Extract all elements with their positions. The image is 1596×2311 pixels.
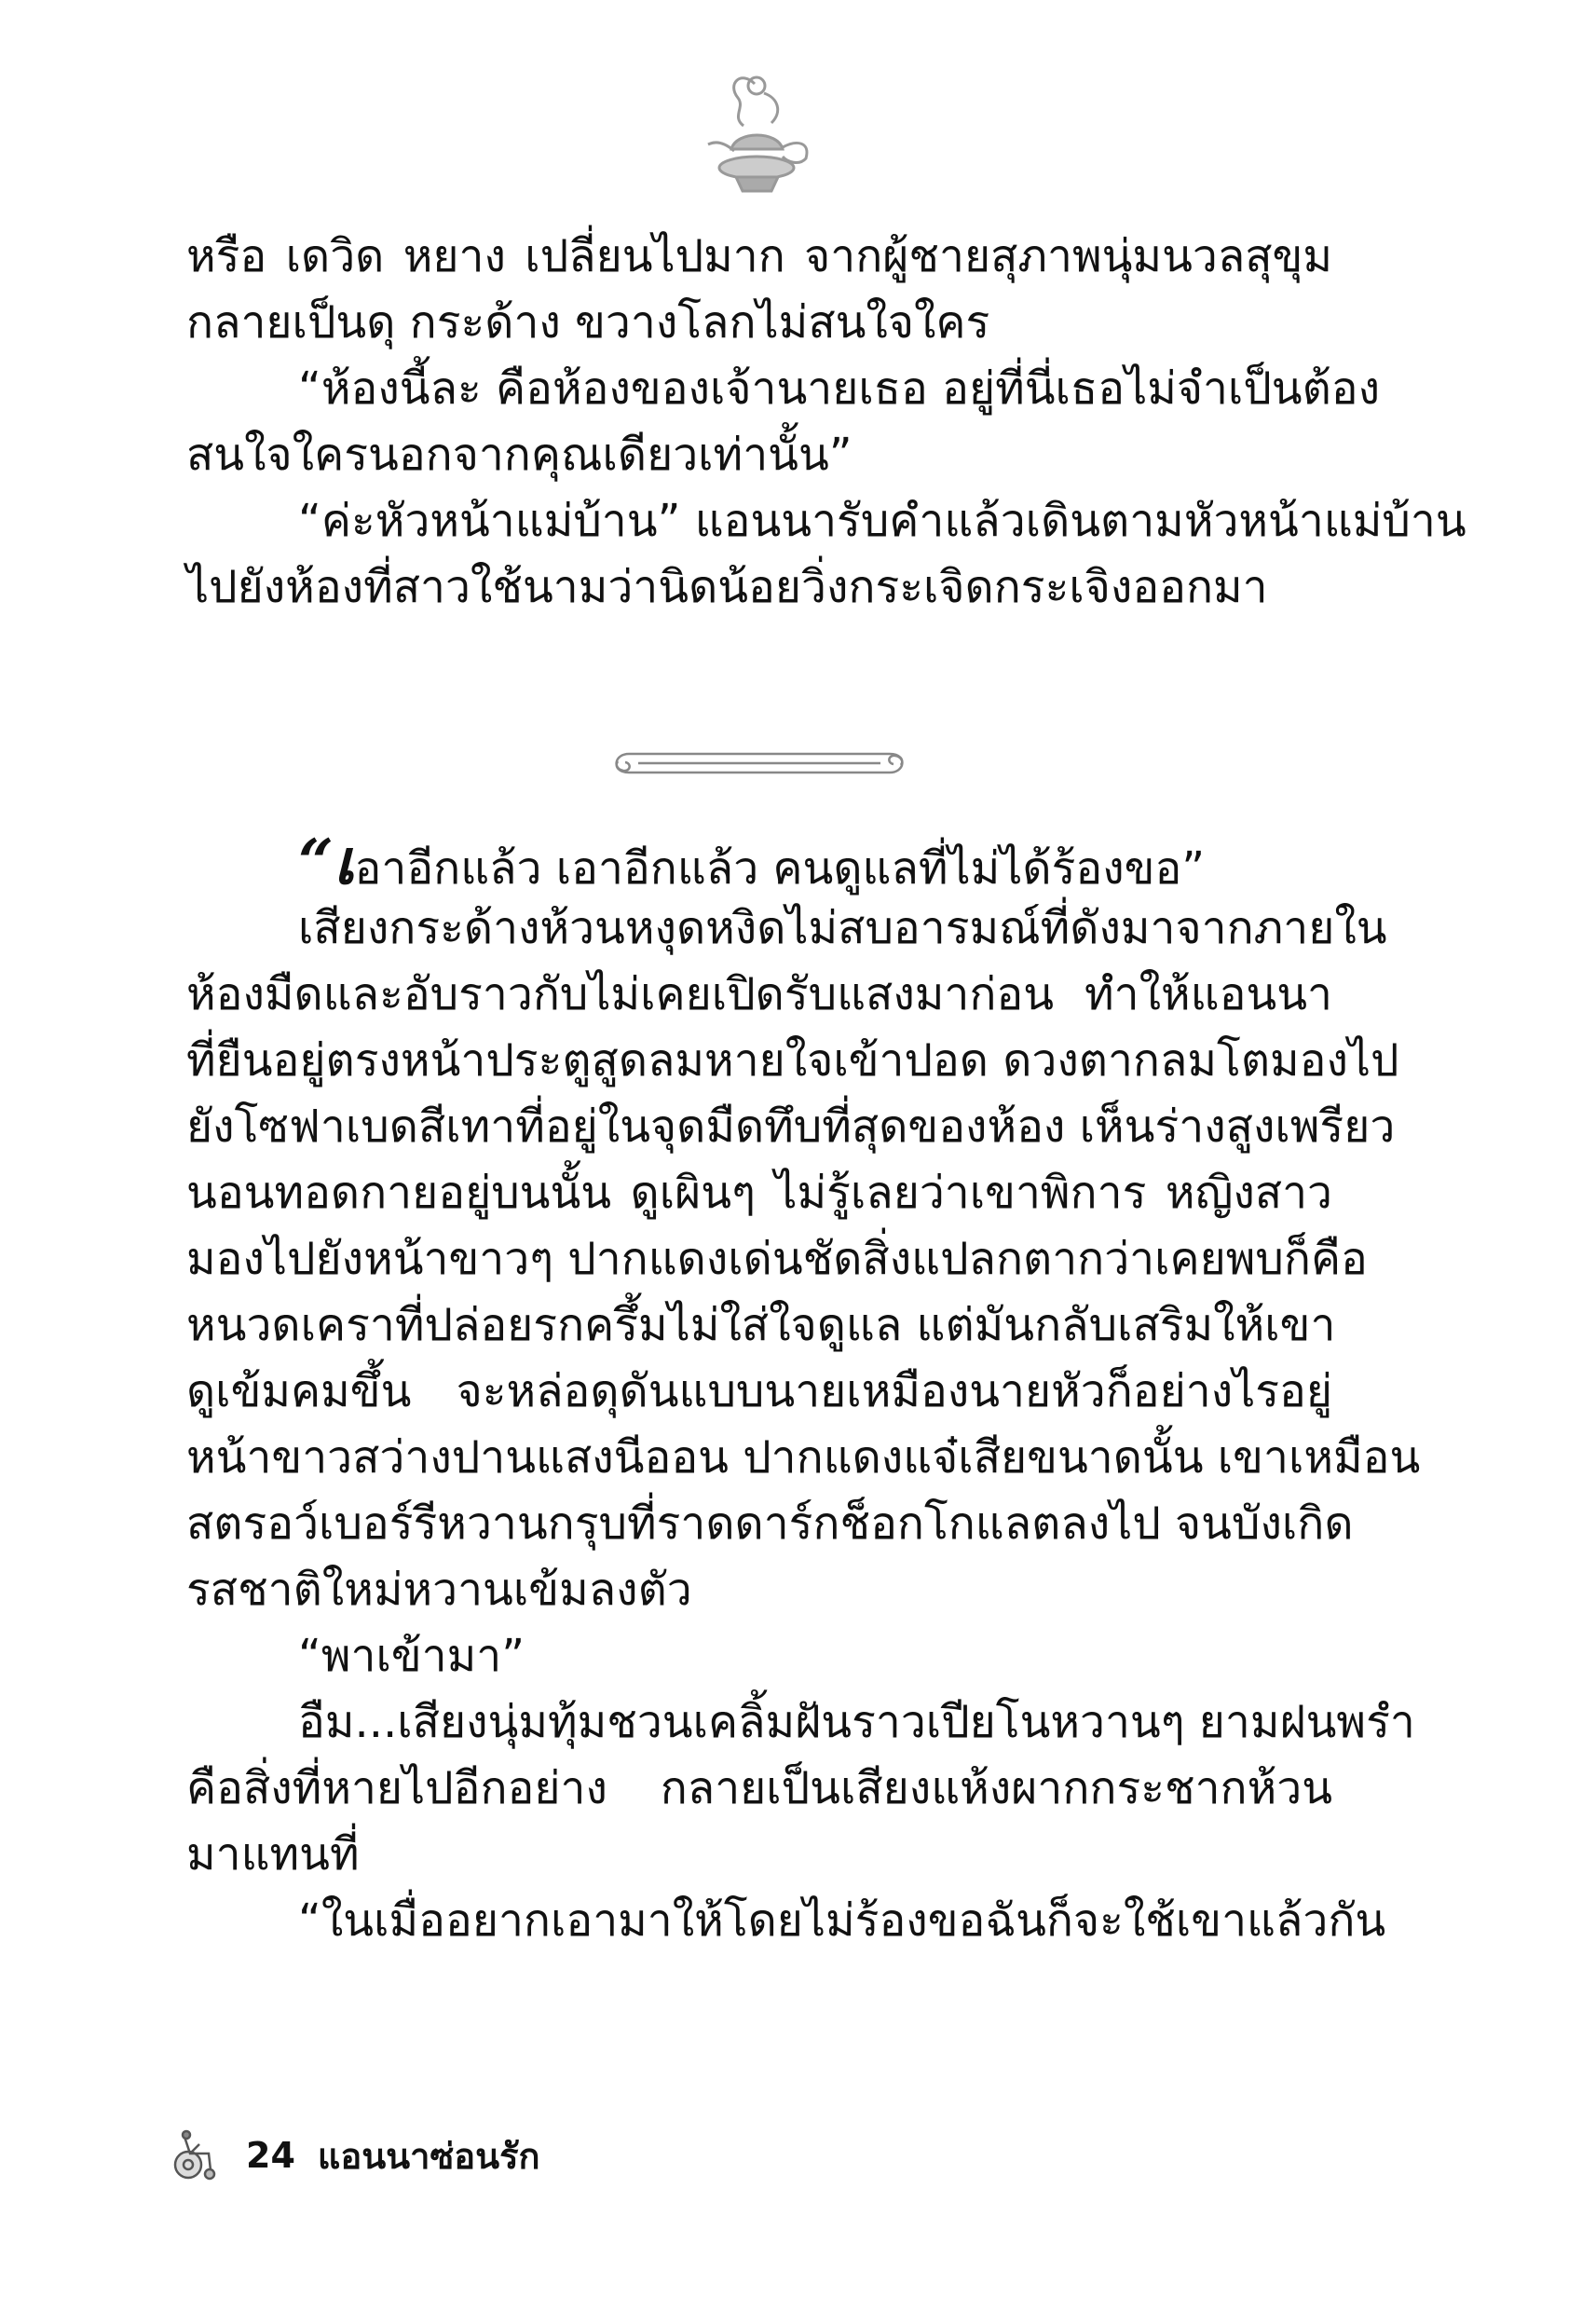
text-line: สตรอว์เบอร์รีหวานกรุบที่ราดดาร์กช็อกโกแลตลงไป จนบังเกิด (186, 1497, 1354, 1550)
scroll-divider-icon (601, 741, 918, 787)
text-line: กลายเป็นดุ กระด้าง ขวางโลกไม่สนใจใคร (186, 296, 990, 349)
text-line: “พาเข้ามา” (298, 1630, 525, 1682)
text-line: เสียงกระด้างห้วนหงุดหงิดไม่สบอารมณ์ที่ดังมาจากภายใน (298, 902, 1387, 954)
page-number: 24 (246, 2135, 295, 2176)
text-line: หนวดเคราที่ปล่อยรกครึ้มไม่ใส่ใจดูแล แต่มันกลับเสริมให้เขา (186, 1299, 1336, 1351)
text-line: หน้าขาวสว่างปานแสงนีออน ปากแดงแจ๋เสียขนาดนั้น เขาเหมือน (186, 1431, 1421, 1484)
genie-lamp-icon (689, 65, 820, 205)
book-title: แอนนาซ่อนรัก (317, 2135, 540, 2177)
top-text-block (186, 224, 1466, 621)
bottom-text-block (186, 826, 1421, 1954)
text-line: อืม...เสียงนุ่มทุ้มชวนเคลิ้มฝันราวเปียโนหวานๆ ยามฝนพรำ (298, 1696, 1415, 1748)
text-line: “ค่ะหัวหน้าแม่บ้าน” แอนนารับคำแล้วเดินตามหัวหน้าแม่บ้าน (298, 495, 1466, 547)
text-line: หรือ เดวิด หยาง เปลี่ยนไปมาก จากผู้ชายสุภาพนุ่มนวลสุขุม (186, 230, 1332, 282)
dropcap-line (186, 826, 1332, 898)
text-line: ห้องมืดและอับราวกับไม่เคยเปิดรับแสงมาก่อน ทำให้แอนนา (186, 968, 1332, 1020)
text-line: นอนทอดกายอยู่บนนั้น ดูเผินๆ ไม่รู้เลยว่าเขาพิการ หญิงสาว (186, 1167, 1332, 1219)
text-line: คือสิ่งที่หายไปอีกอย่าง กลายเป็นเสียงแห้งผากกระชากห้วน (186, 1762, 1332, 1814)
text-line: ดูเข้มคมขึ้น จะหล่อดุดันแบบนายเหมืองนายหัวก็อย่างไรอยู่ (186, 1365, 1332, 1417)
text-line: “ห้องนี้ละ คือห้องของเจ้านายเธอ อยู่ที่นี่เธอไม่จำเป็นต้อง (298, 362, 1381, 415)
text-line: รสชาติใหม่หวานเข้มลงตัว (186, 1564, 692, 1616)
text-line: “ในเมื่ออยากเอามาให้โดยไม่ร้องขอฉันก็จะใช้เขาแล้วกัน (298, 1894, 1386, 1947)
text-line: มองไปยังหน้าขาวๆ ปากแดงเด่นชัดสิ่งแปลกตากว่าเคยพบก็คือ (186, 1233, 1368, 1285)
text-line: ไปยังห้องที่สาวใช้นามว่านิดน้อยวิ่งกระเจิดกระเจิงออกมา (186, 561, 1268, 613)
text-line: ที่ยืนอยู่ตรงหน้าประตูสูดลมหายใจเข้าปอด ดวงตากลมโตมองไป (186, 1034, 1399, 1087)
wheelchair-ornament-icon (168, 2127, 224, 2183)
text-line: ยังโซฟาเบดสีเทาที่อยู่ในจุดมืดทึบที่สุดของห้อง เห็นร่างสูงเพรียว (186, 1101, 1396, 1153)
page-footer (168, 2123, 540, 2188)
text-line: มาแทนที่ (186, 1828, 360, 1880)
text-line: สนใจใครนอกจากคุณเดียวเท่านั้น” (186, 429, 853, 481)
dropcap-rest: อาอีกแล้ว เอาอีกแล้ว คนดูแลที่ไม่ได้ร้องขอ” (354, 842, 1206, 895)
dropcap-mark: “เ (298, 826, 355, 898)
